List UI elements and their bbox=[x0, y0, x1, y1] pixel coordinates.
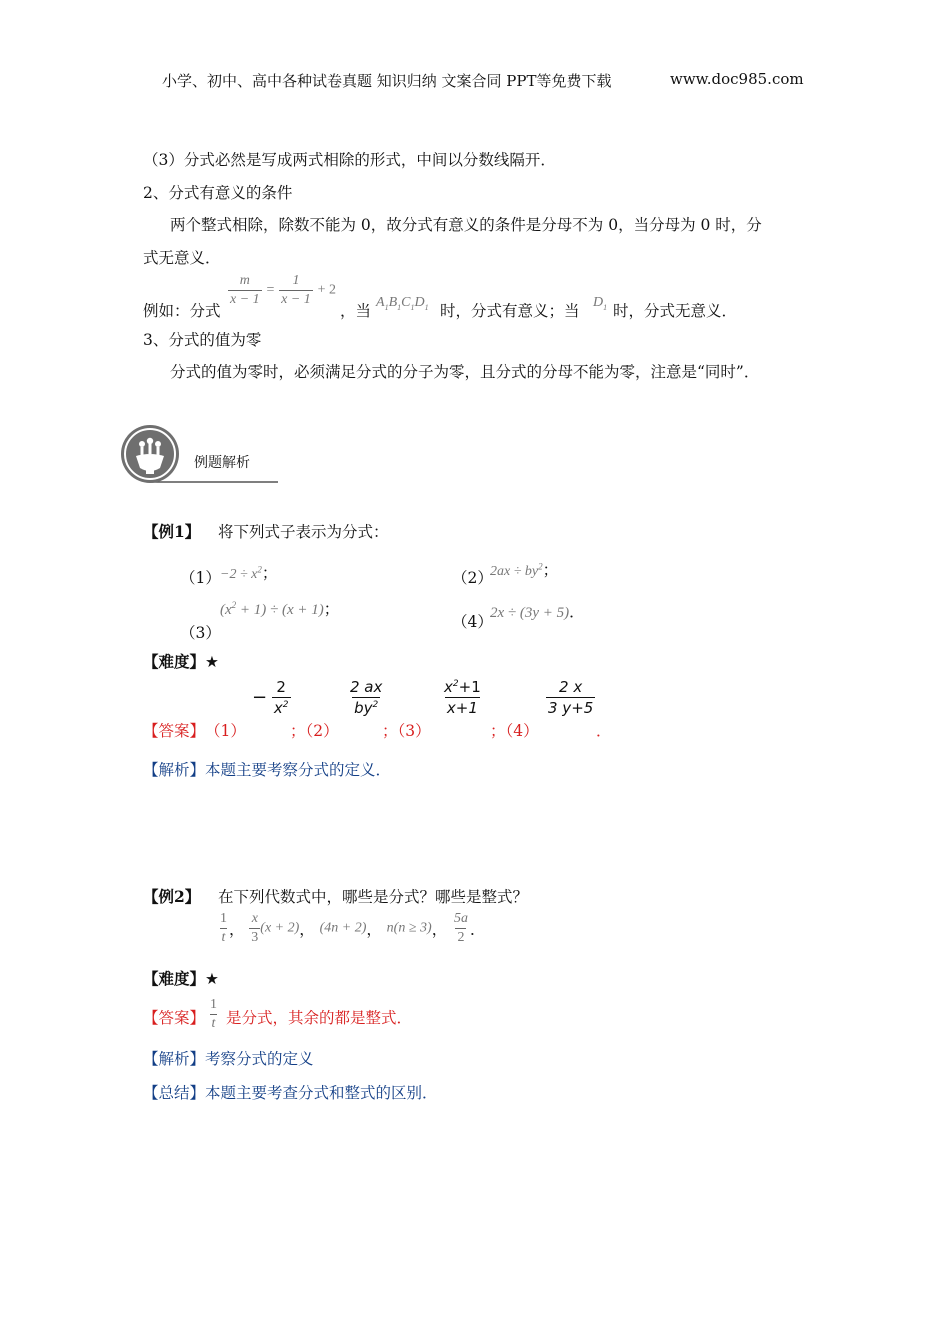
difficulty-star-icon: ★ bbox=[205, 653, 219, 671]
header-site-link[interactable]: www.doc985.com bbox=[670, 70, 804, 88]
example-1-option-3-label: （3） bbox=[180, 624, 221, 642]
expr-4n-plus-2: (4n + 2) bbox=[319, 920, 367, 936]
section-2-paragraph-line2: 式无意义． bbox=[143, 249, 221, 267]
section-3-paragraph: 分式的值为零时，必须满足分式的分子为零，且分式的分母不能为零，注意是“同时”． bbox=[170, 363, 760, 381]
header-text: 小学、初中、高中各种试卷真题 知识归纳 文案合同 PPT等免费下载 bbox=[162, 72, 612, 90]
example-1-answer-tag: 【答案】 bbox=[143, 722, 206, 740]
answer-4-fraction: $\frac{2 x}{3 y+5}$ bbox=[548, 678, 594, 717]
example-1-option-2-expr: $2ax \div by^2$； bbox=[490, 561, 559, 579]
example-1-prompt: 将下列式子表示为分式： bbox=[218, 523, 389, 541]
example-1-difficulty: 【难度】★ bbox=[143, 652, 219, 671]
example-1-answer-label-4: ；（4） bbox=[490, 722, 539, 740]
example-1-option-4-expr: 2x ÷ (3y + 5)． bbox=[490, 604, 585, 621]
example-1-answer-end: ． bbox=[596, 722, 612, 740]
section-2-example-end: 时，分式无意义． bbox=[613, 302, 738, 320]
example-1-option-2-label: （2） bbox=[452, 569, 493, 587]
difficulty-star-icon: ★ bbox=[205, 970, 219, 988]
condition-d: $D_1$ bbox=[593, 295, 608, 312]
example-2-summary: 【总结】本题主要考查分式和整式的区别． bbox=[143, 1084, 438, 1102]
example-2-answer-tag: 【答案】 bbox=[143, 1009, 206, 1027]
answer-1-fraction: − $\frac{2}{x^2}$ bbox=[252, 678, 289, 717]
example-1-answer-label-1: （1） bbox=[205, 722, 246, 740]
expr-1-over-t: $\frac{1}{t}$ bbox=[220, 911, 227, 945]
section-2-example-mid2: 时，分式有意义；当 bbox=[440, 302, 580, 320]
example-1-answer-label-3: ；（3） bbox=[382, 722, 431, 740]
example-1-option-1-expr: $-2 \div x^2$； bbox=[220, 564, 278, 582]
answer-3-fraction: $\frac{x^2+1}{x+1}$ bbox=[444, 678, 481, 717]
expr-x-over-3: $\frac{x}{3}$ bbox=[251, 911, 259, 945]
example-2-difficulty: 【难度】★ bbox=[143, 969, 219, 988]
example-2-expressions: $\frac{1}{t}$ ， $\frac{x}{3}$ (x + 2)， (4n + 2)， n(n ≥ 3)， $\frac{5a}{2}$ ． bbox=[220, 911, 486, 945]
section-2-example-prefix: 例如：分式 bbox=[143, 302, 221, 320]
example-1-tag: 【例1】 bbox=[143, 522, 201, 541]
example-1-analysis: 【解析】本题主要考察分式的定义． bbox=[143, 761, 392, 779]
condition-abcd: $A_1B_1C_1D_1$ bbox=[376, 295, 429, 312]
expr-5a-over-2: $\frac{5a}{2}$ bbox=[453, 911, 468, 945]
section-2-equation: $\frac{m}{x - 1}$ = $\frac{1}{x - 1}$ + 2 bbox=[230, 273, 336, 307]
section-2-paragraph-line1: 两个整式相除，除数不能为 0，故分式有意义的条件是分母不为 0，当分母为 0 时，分 bbox=[170, 216, 762, 234]
section-banner bbox=[120, 424, 280, 486]
expr-n-condition: n(n ≥ 3) bbox=[386, 920, 432, 936]
banner-title: 例题解析 bbox=[194, 455, 250, 471]
note-item-3: （3）分式必然是写成两式相除的形式，中间以分数线隔开． bbox=[143, 151, 556, 169]
example-2-answer: 是分式，其余的都是整式． bbox=[226, 1009, 413, 1027]
example-2-answer-fraction: $\frac{1}{t}$ bbox=[210, 997, 217, 1031]
example-2-tag: 【例2】 bbox=[143, 887, 201, 906]
answer-2-fraction: $\frac{2 ax}{by^2}$ bbox=[350, 678, 383, 717]
example-1-answer-label-2: ；（2） bbox=[290, 722, 339, 740]
example-1-option-1-label: （1） bbox=[180, 569, 221, 587]
example-1-option-3-expr: $(x^2 + 1) \div (x + 1)$； bbox=[220, 600, 340, 618]
example-2-prompt: 在下列代数式中，哪些是分式？哪些是整式？ bbox=[218, 888, 529, 906]
example-2-analysis: 【解析】考察分式的定义 bbox=[143, 1050, 314, 1068]
section-2-title: 2、分式有意义的条件 bbox=[143, 184, 293, 202]
section-2-example-mid1: ，当 bbox=[340, 302, 372, 320]
section-3-title: 3、分式的值为零 bbox=[143, 331, 262, 349]
example-1-option-4-label: （4） bbox=[452, 613, 493, 631]
